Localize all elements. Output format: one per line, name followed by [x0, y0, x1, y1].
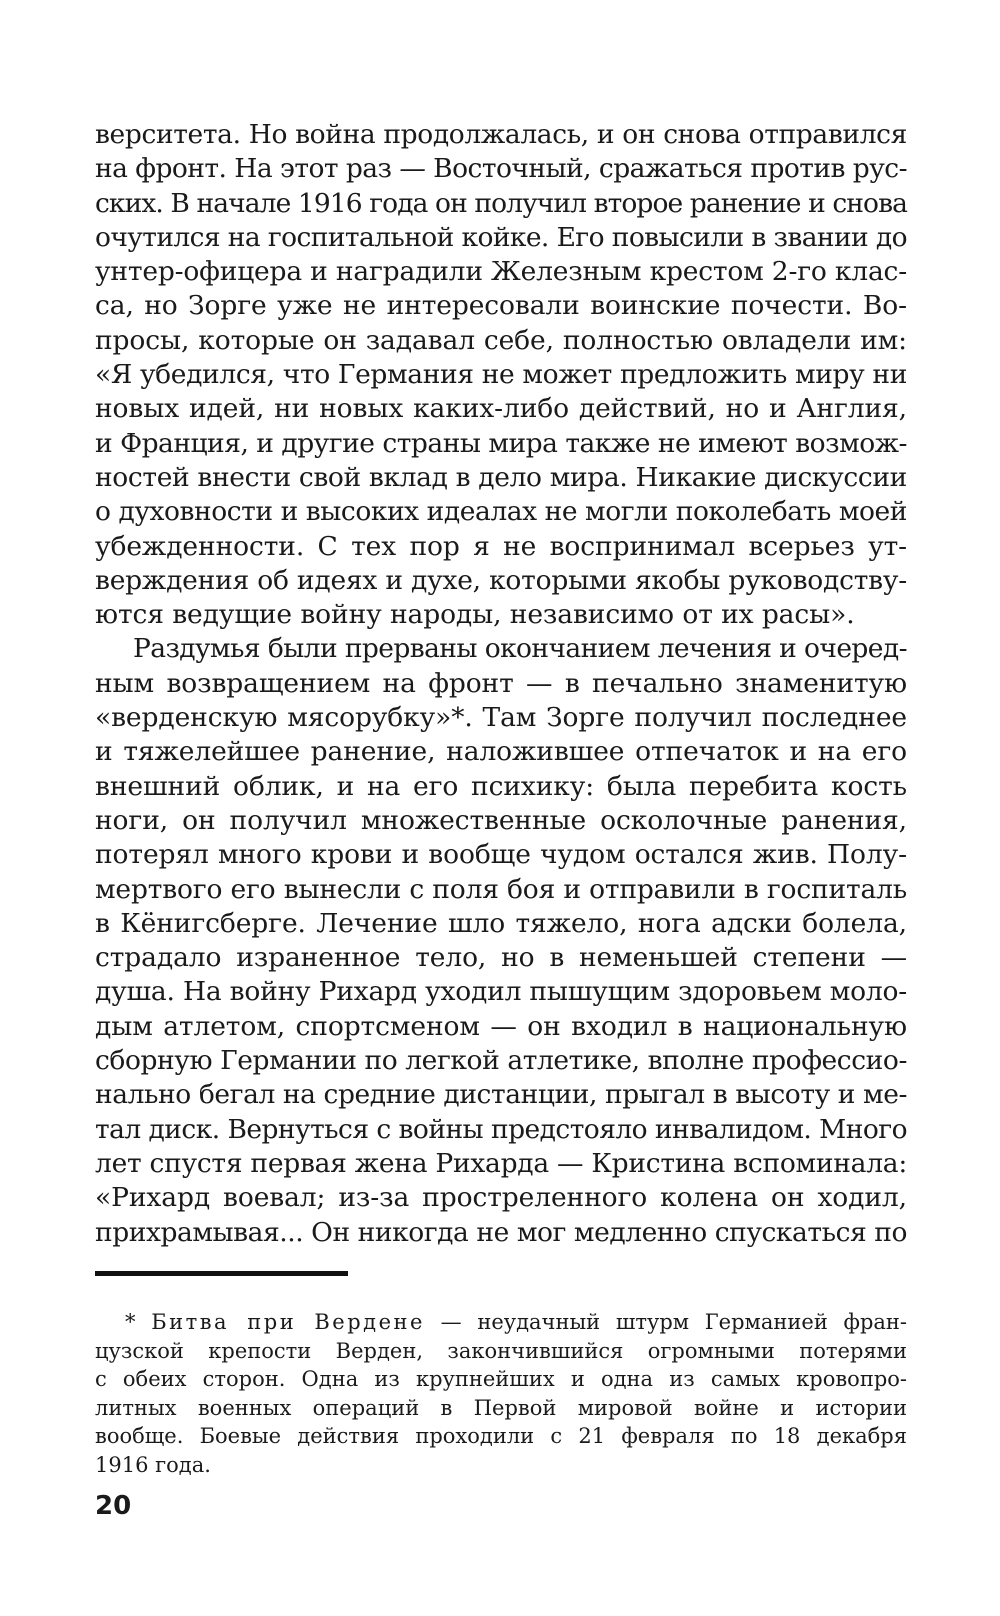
text-line: сборную Германии по легкой атлетике, вполне профессио- — [95, 1045, 907, 1077]
footnote-line: с обеих сторон. Одна из крупнейших и одна из самых кровопро- — [95, 1367, 907, 1392]
text-line: внешний облик, и на его психику: была перебита кость — [95, 770, 907, 802]
text-line: ских. В начале 1916 года он получил второе ранение и снова — [95, 187, 907, 219]
text-line: лет спустя первая жена Рихарда — Кристина вспоминала: — [95, 1147, 907, 1179]
text-line: Раздумья были прерваны окончанием лечения и очеред- — [133, 633, 907, 665]
footnote-divider — [95, 1271, 348, 1276]
text-line: и тяжелейшее ранение, наложившее отпечаток и на его — [95, 736, 907, 768]
text-line: прихрамывая... Он никогда не мог медленно спускаться по — [95, 1216, 907, 1248]
text-line: новых идей, ни новых каких-либо действий, но и Англия, — [95, 393, 907, 425]
footnote-line: вообще. Боевые действия проходили с 21 февраля по 18 декабря — [95, 1424, 907, 1449]
main-text — [95, 118, 907, 1250]
text-line: убежденности. С тех пор я не воспринимал всерьез ут- — [95, 530, 907, 562]
text-line: мертвого его вынесли с поля боя и отправили в госпиталь — [95, 873, 907, 905]
page-number: 20 — [95, 1491, 132, 1521]
text-line: потерял много крови и вообще чудом остался жив. Полу- — [95, 839, 907, 871]
text-line: страдало израненное тело, но в неменьшей степени — — [95, 942, 907, 974]
text-line: и Франция, и другие страны мира также не имеют возмож- — [95, 427, 907, 459]
text-line: ностей внести свой вклад в дело мира. Никакие дискуссии — [95, 461, 907, 493]
text-line: дым атлетом, спортсменом — он входил в национальную — [95, 1010, 907, 1042]
text-line: верситета. Но война продолжалась, и он снова отправился — [95, 119, 907, 150]
footnote-marker: * — [125, 1310, 152, 1334]
text-line: о духовности и высоких идеалах не могли поколебать моей — [95, 496, 907, 528]
footnote-line: 1916 года. — [95, 1452, 211, 1477]
footnote-line-rest: — неудачный штурм Германией фран- — [424, 1310, 907, 1334]
text-line: в Кёнигсберге. Лечение шло тяжело, нога адски болела, — [95, 907, 907, 939]
footnote-line: цузской крепости Верден, закончившийся огромными потерями — [95, 1338, 907, 1363]
text-line: просы, которые он задавал себе, полностью овладели им: — [95, 324, 907, 356]
footnote-term: Битва при Вердене — [151, 1310, 425, 1334]
footnote-line — [95, 1308, 907, 1337]
text-line: ются ведущие войну народы, независимо от их расы». — [95, 599, 855, 631]
footnote-line: литных военных операций в Первой мировой войне и истории — [95, 1395, 907, 1420]
text-line: на фронт. На этот раз — Восточный, сражаться против рус- — [95, 153, 907, 185]
text-line: «верденскую мясорубку»*. Там Зорге получил последнее — [95, 702, 907, 734]
text-line: верждения об идеях и духе, которыми якобы руководству- — [95, 564, 907, 596]
text-line: душа. На войну Рихард уходил пышущим здоровьем моло- — [95, 976, 907, 1008]
text-line: нально бегал на средние дистанции, прыгал в высоту и ме- — [95, 1079, 907, 1111]
text-line: очутился на госпитальной койке. Его повысили в звании до — [95, 221, 907, 253]
text-line: са, но Зорге уже не интересовали воинские почести. Во- — [95, 290, 907, 322]
footnote — [95, 1308, 907, 1480]
text-line: «Рихард воевал; из-за простреленного колена он ходил, — [95, 1182, 907, 1214]
text-line: ным возвращением на фронт — в печально знаменитую — [95, 667, 907, 699]
text-line: ноги, он получил множественные осколочные ранения, — [95, 804, 907, 836]
text-line: унтер-офицера и наградили Железным крестом 2-го клас- — [95, 256, 907, 288]
text-line: «Я убедился, что Германия не может предложить миру ни — [95, 359, 907, 391]
text-line: тал диск. Вернуться с войны предстояло инвалидом. Много — [95, 1113, 907, 1145]
